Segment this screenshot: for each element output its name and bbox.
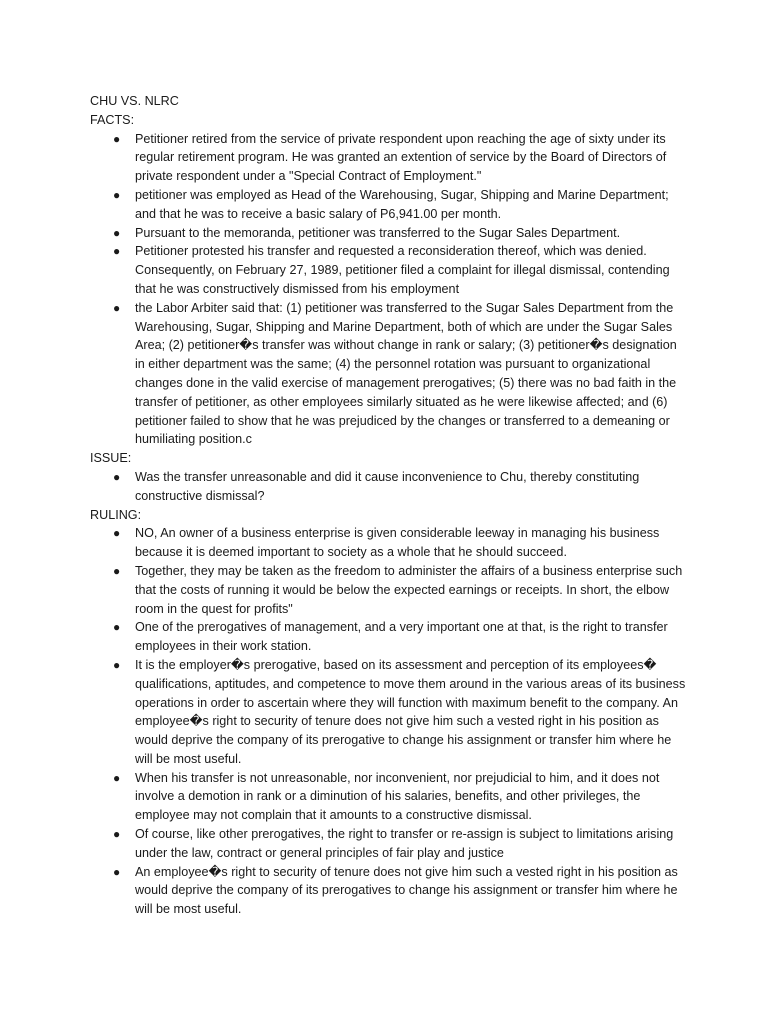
list-item [90,618,690,656]
bullet-icon: ● [113,469,121,484]
list-item [90,863,690,919]
bullet-icon: ● [113,827,121,842]
issue-heading: ISSUE: [90,451,132,466]
list-item-text: Was the transfer unreasonable and did it cause inconvenience to Chu, thereby constituting constructive dismissal? [135,469,640,503]
list-item-text: Of course, like other prerogatives, the right to transfer or re-assign is subject to limitations arising under the law, contract or general principles of fair play and justice [135,827,674,860]
list-item [90,186,690,224]
list-item-text: Petitioner retired from the service of private respondent upon reaching the age of sixty under its regular retirement program. He was granted an extention of service by the Board of Directors of private respondent under a "Special Contract of Employment." [135,131,667,184]
list-item [90,468,690,506]
list-item [90,825,690,863]
list-item [90,656,690,769]
bullet-icon: ● [113,244,121,259]
list-item [90,524,690,562]
list-item-text: When his transfer is not unreasonable, nor inconvenient, nor prejudicial to him, and it does not involve a demotion in rank or a diminution of his salaries, benefits, and other privileges, the employee may not complain that it amounts to a constructive dismissal. [135,770,660,823]
facts-list [90,130,690,450]
list-item-text: An employee�s right to security of tenure does not give him such a vested right in his position as would deprive the company of its prerogatives to change his assignment or transfer him where he will be most useful. [135,864,678,917]
list-item [90,224,690,243]
ruling-heading: RULING: [90,507,142,522]
ruling-list [90,524,690,919]
bullet-icon: ● [113,225,121,240]
bullet-icon: ● [113,131,121,146]
bullet-icon: ● [113,657,121,672]
case-title: CHU VS. NLRC [90,94,179,108]
list-item-text: One of the prerogatives of management, and a very important one at that, is the right to transfer employees in their work station. [135,620,668,654]
bullet-icon: ● [113,187,121,202]
bullet-icon: ● [113,770,121,785]
document-page [90,92,690,919]
list-item [90,769,690,825]
list-item-text: Petitioner protested his transfer and requested a reconsideration thereof, which was denied. Consequently, on February 27, 1989, petitioner filed a complaint for illegal dismissal, contending that he was constructively dismissed from his employment [135,244,670,296]
list-item [90,242,690,298]
bullet-icon: ● [113,620,121,635]
list-item-text: the Labor Arbiter said that: (1) petitioner was transferred to the Sugar Sales Department from the Warehousing, Sugar, Shipping and Marine Department, both of which are under the Sugar Sales Area; (2) petitioner�s transfer was without change in rank or salary; (3) petitioner�s designation in either department was the same; (4) the personnel rotation was pursuant to organizational changes done in the valid exercise of management prerogatives; (5) there was no bad faith in the transfer of petitioner, as other employees similarly situated as he were likewise affected; and (6) petitioner failed to show that he was prejudiced by the changes or transferred to a demeaning or humiliating position.c [135,300,677,447]
list-item [90,299,690,449]
list-item [90,130,690,186]
bullet-icon: ● [113,563,121,578]
bullet-icon: ● [113,864,121,879]
list-item-text: NO, An owner of a business enterprise is given considerable leeway in managing his business because it is deemed important to society as a whole that he should succeed. [135,526,660,560]
bullet-icon: ● [113,300,121,315]
list-item-text: It is the employer�s prerogative, based on its assessment and perception of its employees� qualifications, aptitudes, and competence to move them around in the various areas of its business operations in order to ascertain where they will function with maximum benefit to the company. An employee�s right to security of tenure does not give him such a vested right in his position as would deprive the company of its prerogative to change his assignment or transfer him where he will be most useful. [135,657,686,766]
facts-heading: FACTS: [90,112,135,127]
issue-list [90,468,690,506]
list-item-text: petitioner was employed as Head of the Warehousing, Sugar, Shipping and Marine Department; and that he was to receive a basic salary of P6,941.00 per month. [135,187,669,221]
list-item-text: Together, they may be taken as the freedom to administer the affairs of a business enterprise such that the costs of running it would be below the expected earnings or receipts. In short, the elbow room in the quest for profits" [135,563,683,616]
list-item-text: Pursuant to the memoranda, petitioner was transferred to the Sugar Sales Department. [135,225,621,240]
list-item [90,562,690,618]
bullet-icon: ● [113,526,121,541]
